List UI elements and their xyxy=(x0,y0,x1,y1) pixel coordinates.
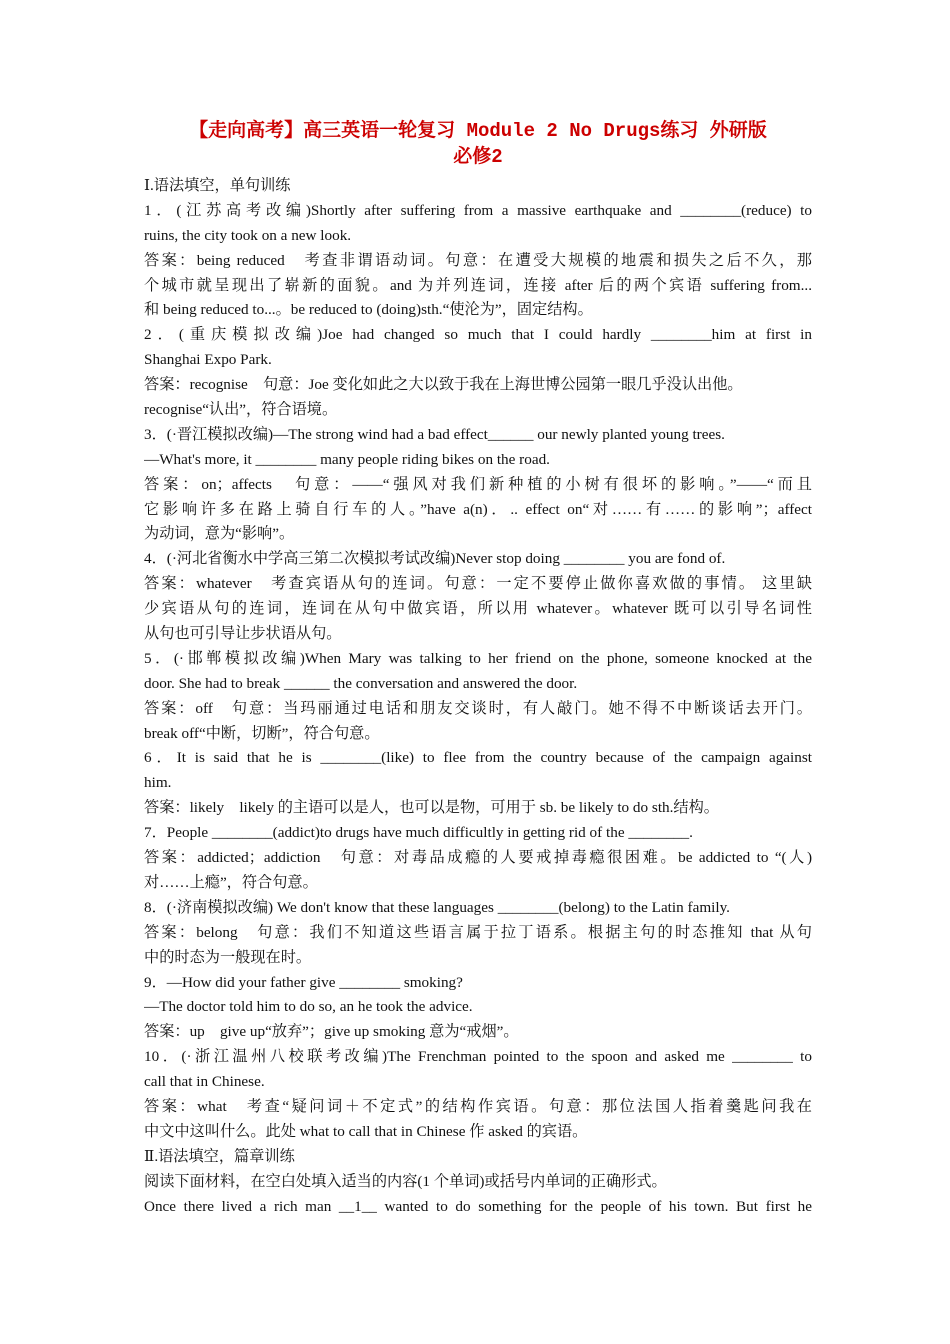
title-line-1: 【走向高考】高三英语一轮复习 Module 2 No Drugs练习 外研版 xyxy=(189,120,767,142)
text-line: —The doctor told him to do so, an he took the advice. xyxy=(144,998,473,1016)
text-line: —What's more, it ________ many people riding bikes on the road. xyxy=(144,450,550,468)
text-line: 1．(江苏高考改编)Shortly after suffering from a massive earthquake and ________(reduce) to xyxy=(144,201,812,219)
answer-line: 和 being reduced to...。be reduced to (doing)sth.“使沦为”，固定结构。 xyxy=(144,301,593,319)
answer-line: break off“中断，切断”，符合句意。 xyxy=(144,724,380,742)
text-line: 7．People ________(addict)to drugs have much difficultly in getting rid of the ________. xyxy=(144,824,693,842)
text-line: 10．(·浙江温州八校联考改编)The Frenchman pointed to the spoon and asked me ________ to xyxy=(144,1048,812,1066)
text-line: call that in Chinese. xyxy=(144,1073,265,1091)
document-body xyxy=(144,174,812,1219)
answer-line: 答案：addicted；addiction 句意：对毒品成瘾的人要戒掉毒瘾很困难。be addicted to “(人) xyxy=(144,849,812,867)
answer-line: 答案：whatever 考查宾语从句的连词。句意：一定不要停止做你喜欢做的事情。 这里缺 xyxy=(144,575,812,593)
text-line: 2．(重庆模拟改编)Joe had changed so much that I could hardly ________him at first in xyxy=(144,326,812,344)
text-line: ruins, the city took on a new look. xyxy=(144,226,352,244)
section-heading-1: Ⅰ.语法填空，单句训练 xyxy=(144,177,291,194)
answer-line: 答案：what 考查“疑问词＋不定式”的结构作宾语。句意：那位法国人指着羹匙问我在 xyxy=(144,1097,812,1115)
answer-line: 它影响许多在路上骑自行车的人。”have a(n)．.. effect on“对……有……的影响”；affect xyxy=(144,500,812,518)
answer-line: 从句也可引导让步状语从句。 xyxy=(144,625,342,643)
answer-line: 答案：belong 句意：我们不知道这些语言属于拉丁语系。根据主句的时态推知 that 从句 xyxy=(144,923,812,941)
answer-line: 答案：being reduced 考查非谓语动词。句意：在遭受大规模的地震和损失之后不久，那 xyxy=(144,251,812,269)
document-page xyxy=(144,118,812,1219)
text-line: Shanghai Expo Park. xyxy=(144,351,272,369)
answer-line: 答案：up give up“放弃”；give up smoking 意为“戒烟”。 xyxy=(144,1023,519,1041)
answer-line: recognise“认出”，符合语境。 xyxy=(144,401,338,419)
instruction-line: 阅读下面材料，在空白处填入适当的内容(1 个单词)或括号内单词的正确形式。 xyxy=(144,1172,667,1190)
answer-line: 为动词，意为“影响”。 xyxy=(144,525,295,543)
answer-line: 少宾语从句的连词，连词在从句中做宾语，所以用 whatever。whatever 既可以引导名词性 xyxy=(144,600,812,618)
answer-line: 答案：likely likely 的主语可以是人，也可以是物，可用于 sb. be likely to do sth.结构。 xyxy=(144,799,719,817)
answer-line: 中文中这叫什么。此处 what to call that in Chinese 作 asked 的宾语。 xyxy=(144,1122,588,1140)
answer-line: 答案：recognise 句意：Joe 变化如此之大以致于我在上海世博公园第一眼几乎没认出他。 xyxy=(144,376,743,394)
answer-line: 个城市就呈现出了崭新的面貌。and 为并列连词，连接 after 后的两个宾语 suffering from... xyxy=(144,276,812,294)
text-line: 8．(·济南模拟改编) We don't know that these languages ________(belong) to the Latin family. xyxy=(144,898,730,916)
text-line: 6．It is said that he is ________(like) to flee from the country because of the campaign against xyxy=(144,749,812,767)
text-line: 3．(·晋江模拟改编)—The strong wind had a bad effect______ our newly planted young trees. xyxy=(144,425,725,443)
text-line: 9．—How did your father give ________ smoking? xyxy=(144,973,463,991)
answer-line: 答案：off 句意：当玛丽通过电话和朋友交谈时，有人敲门。她不得不中断谈话去开门。 xyxy=(144,699,812,717)
text-line: 4．(·河北省衡水中学高三第二次模拟考试改编)Never stop doing ________ you are fond of. xyxy=(144,550,726,568)
answer-line: 答案：on；affects 句意：——“强风对我们新种植的小树有很坏的影响。”——“而且 xyxy=(144,475,812,493)
title-line-2: 必修2 xyxy=(453,146,503,168)
section-heading-2: Ⅱ.语法填空，篇章训练 xyxy=(144,1147,295,1165)
text-line: him. xyxy=(144,774,172,792)
text-line: 5．(·邯郸模拟改编)When Mary was talking to her friend on the phone, someone knocked at the xyxy=(144,649,812,667)
document-title xyxy=(144,118,812,170)
passage-line: Once there lived a rich man __1__ wanted to do something for the people of his town. But first he xyxy=(144,1197,812,1215)
answer-line: 中的时态为一般现在时。 xyxy=(144,948,312,966)
text-line: door. She had to break ______ the conversation and answered the door. xyxy=(144,674,578,692)
answer-line: 对……上瘾”，符合句意。 xyxy=(144,873,318,891)
